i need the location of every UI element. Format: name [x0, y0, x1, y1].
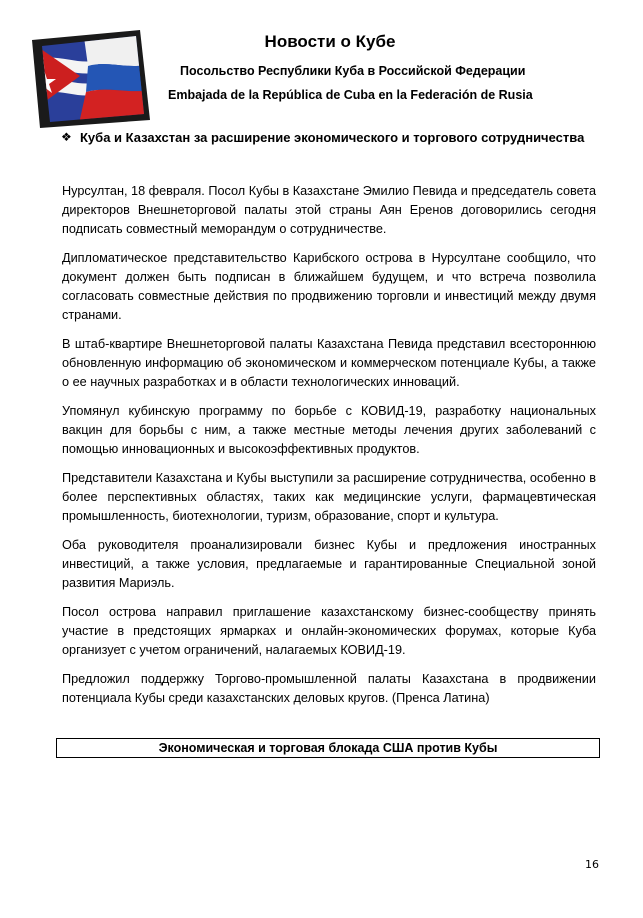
embassy-name-ru: Посольство Республики Куба в Российской Федерации [180, 64, 526, 78]
embassy-name-es: Embajada de la República de Cuba en la Federación de Rusia [168, 88, 533, 102]
page-title: Новости о Кубе [264, 32, 396, 51]
article-paragraph: Упомянул кубинскую программу по борьбе с КОВИД-19, разработку национальных вакцин для борьбы с ним, а также местные методы лечения других заболеваний с помощью инновационных и высокоэффективных продуктов. [62, 404, 596, 456]
article-paragraph: Оба руководителя проанализировали бизнес Кубы и предложения иностранных инвестиций, а также условия, предлагаемые и гарантированные Специальной зоной развития Мариэль. [62, 538, 596, 590]
article-paragraph: Нурсултан, 18 февраля. Посол Кубы в Казахстане Эмилио Певида и председатель совета директоров Внешнеторговой палаты этой страны Аян Еренов договорились сегодня подписать совместный меморандум о сотрудничестве. [62, 184, 596, 236]
diamond-bullet-icon: ❖ [61, 130, 72, 144]
page-number: 16 [585, 858, 599, 871]
article-paragraph: Посол острова направил приглашение казахстанскому бизнес-сообществу принять участие в предстоящих ярмарках и онлайн-экономических форумах, которые Куба организует с учетом ограничений, налагаемых КОВИД-19. [62, 605, 596, 657]
cuba-russia-flag-icon [28, 30, 150, 128]
article-paragraph: Представители Казахстана и Кубы выступили за расширение сотрудничества, особенно в более перспективных областях, таких как медицинские услуги, фармацевтическая промышленность, биотехнологии, туризм, образование, спорт и культура. [62, 471, 596, 523]
article-paragraph: В штаб-квартире Внешнеторговой палаты Казахстана Певида представил всестороннюю обновленную информацию об экономическом и коммерческом потенциале Кубы, а также о ее научных разработках и в области технологических инноваций. [62, 337, 596, 389]
article-headline-block [61, 128, 596, 147]
section-banner: Экономическая и торговая блокада США против Кубы [56, 738, 600, 758]
article-headline: Куба и Казахстан за расширение экономического и торгового сотрудничества [80, 130, 585, 145]
article-body [62, 182, 596, 718]
article-paragraph: Предложил поддержку Торгово-промышленной палаты Казахстана в продвижении потенциала Кубы среди казахстанских деловых кругов. (Пренса Латина) [62, 672, 596, 705]
article-paragraph: Дипломатическое представительство Карибского острова в Нурсултане сообщило, что документ должен быть подписан в ближайшем будущем, и что встреча позволила согласовать совместные действия по продвижению торговли и инвестиций между двумя странами. [62, 251, 596, 322]
